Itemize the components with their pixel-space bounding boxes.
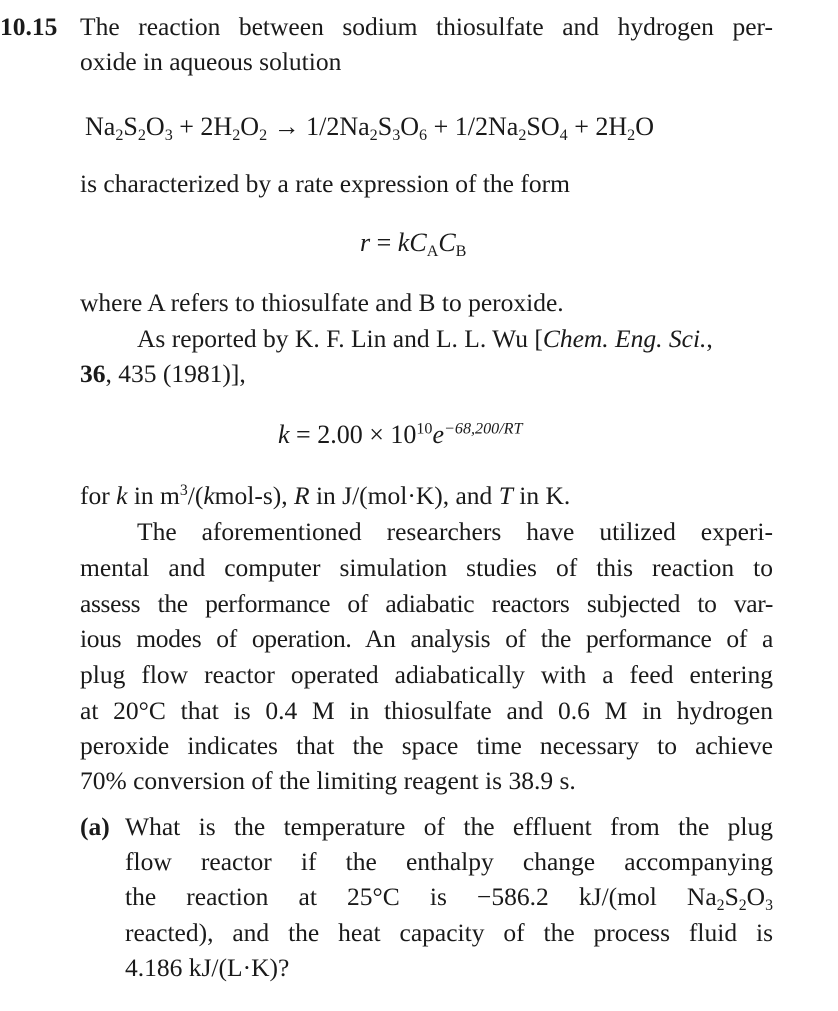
- part-a-line-1: What is the temperature of the effluent from the plug: [125, 812, 773, 841]
- part-a-label: (a): [80, 812, 110, 841]
- part-a-line-4: reacted), and the heat capacity of the process fluid is: [125, 918, 773, 947]
- rate-intro-text: is characterized by a rate expression of the form: [80, 169, 570, 198]
- reaction-equation: $Na_2S_2O_3 + 2H_2O_2 \to 1/2Na_2S_3O_6 + 1/2Na_2SO_4 + 2H_2O$: [85, 112, 654, 145]
- paragraph-line-6: at 20°C that is 0.4 M in thiosulfate and 0.6 M in hydrogen: [80, 696, 773, 725]
- intro-line-1: The reaction between sodium thiosulfate and hydrogen per-: [80, 12, 773, 41]
- part-a-line-5: 4.186 kJ/(L·K)?: [125, 953, 290, 982]
- paragraph-line-3: assess the performance of adiabatic reactors subjected to var-: [80, 589, 773, 618]
- part-a-line-3: the reaction at 25°C is −586.2 kJ/(mol $Na_2S_2O_3$: [125, 882, 773, 915]
- intro-line-2: oxide in aqueous solution: [80, 47, 342, 76]
- rate-constant-equation: $k = 2.00 \times 10^{10}e^{-68,200/RT}$: [278, 420, 523, 449]
- paragraph-line-5: plug flow reactor operated adiabatically with a feed entering: [80, 660, 773, 689]
- paragraph-line-1: The aforementioned researchers have utilized experi-: [137, 517, 773, 546]
- paragraph-line-2: mental and computer simulation studies of this reaction to: [80, 553, 773, 582]
- reference-line-1: As reported by K. F. Lin and L. L. Wu [Chem. Eng. Sci.,: [137, 324, 713, 353]
- reference-line-2: 36, 435 (1981)],: [80, 359, 246, 388]
- problem-number: 10.15: [0, 12, 58, 41]
- rate-equation: $r = kC_AC_B$: [360, 228, 467, 261]
- where-text: where A refers to thiosulfate and B to peroxide.: [80, 288, 564, 317]
- paragraph-line-8: 70% conversion of the limiting reagent is 38.9 s.: [80, 766, 576, 795]
- paragraph-line-7: peroxide indicates that the space time necessary to achieve: [80, 731, 773, 760]
- units-line: for k in $m^3/(kmol-s)$, R in J/(mol·K), and T in K.: [80, 481, 571, 510]
- part-a-line-2: flow reactor if the enthalpy change accompanying: [125, 847, 773, 876]
- paragraph-line-4: ious modes of operation. An analysis of the performance of a: [80, 624, 773, 653]
